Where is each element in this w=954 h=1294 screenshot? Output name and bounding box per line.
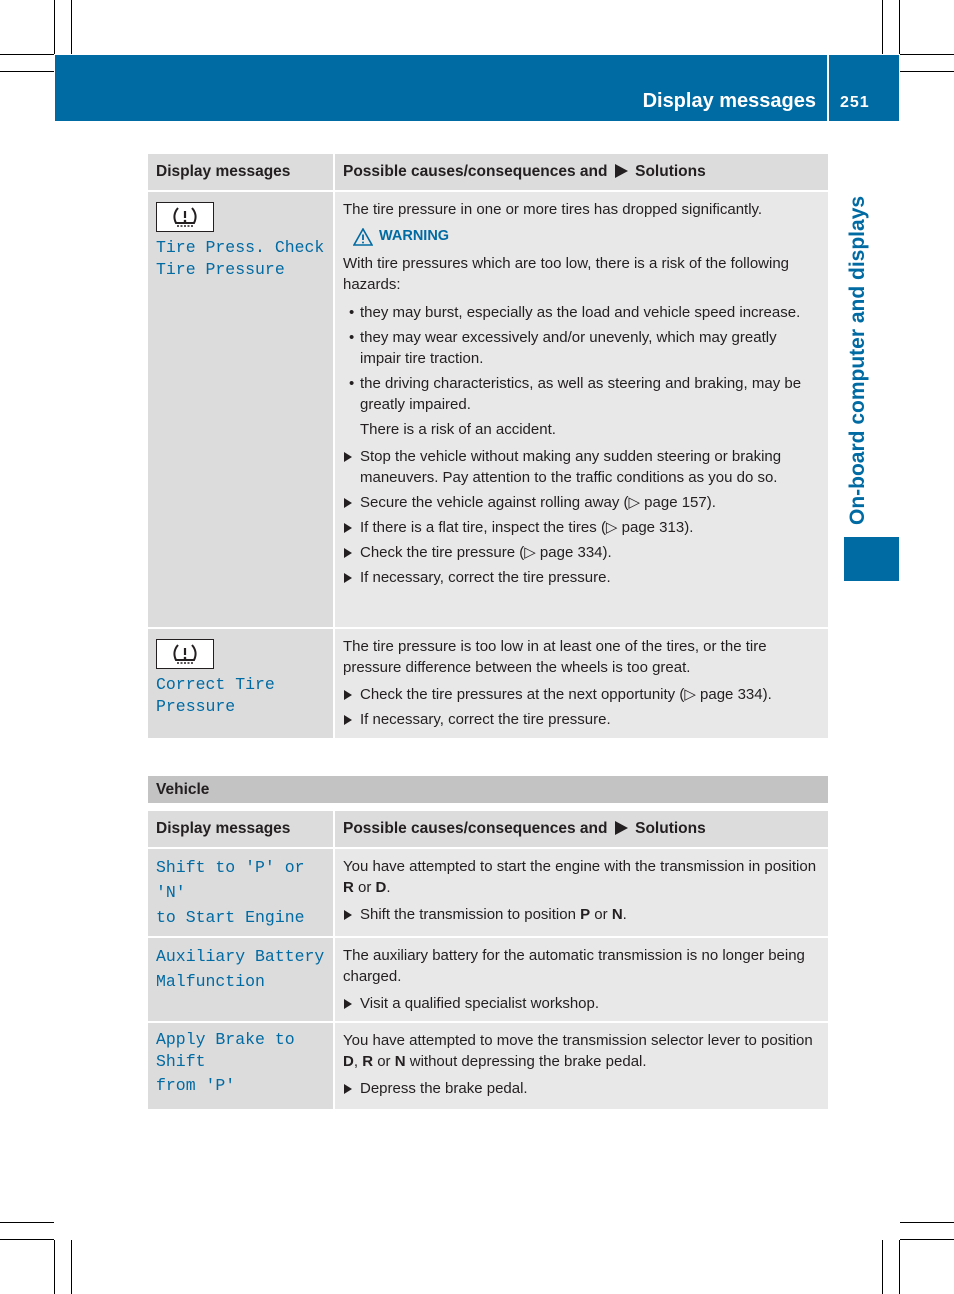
step-arrow-icon <box>344 910 352 920</box>
display-message-text: Malfunction <box>156 972 265 991</box>
solutions-arrow-icon <box>615 164 628 178</box>
crop-mark <box>882 0 883 54</box>
crop-mark <box>0 54 54 55</box>
solution-step: If there is a flat tire, inspect the tires (▷ page 313). <box>343 517 820 538</box>
step-arrow-icon <box>344 523 352 533</box>
crop-mark <box>0 1239 54 1240</box>
column-header: Possible causes/consequences and Solutions <box>334 811 828 848</box>
table-row <box>148 628 828 738</box>
solution-step: Check the tire pressure (▷ page 334). <box>343 542 820 563</box>
cause-text: The auxiliary battery for the automatic transmission is no longer being charged. <box>343 947 805 985</box>
tire-pressure-warning-icon <box>156 639 214 669</box>
display-message-cell <box>148 628 334 738</box>
tire-pressure-warning-icon <box>156 202 214 232</box>
solution-step: Shift the transmission to position P or N. <box>343 904 820 925</box>
crop-mark <box>0 1222 54 1223</box>
hazard-bullet: • they may burst, especially as the load and vehicle speed increase. <box>343 302 820 323</box>
solution-step: Depress the brake pedal. <box>343 1078 820 1099</box>
solution-step: Check the tire pressures at the next opportunity (▷ page 334). <box>343 684 820 705</box>
step-arrow-icon <box>344 498 352 508</box>
display-message-text: from 'P' <box>156 1076 236 1095</box>
step-arrow-icon <box>344 573 352 583</box>
crop-mark <box>899 0 900 54</box>
table-row <box>148 191 828 628</box>
crop-mark <box>54 1240 55 1294</box>
display-messages-table-tires <box>148 154 828 738</box>
display-message-text: Pressure <box>156 697 236 716</box>
cause-text: The tire pressure in one or more tires has dropped significantly. <box>343 201 763 218</box>
crop-mark <box>900 71 954 72</box>
causes-solutions-cell <box>334 937 828 1022</box>
step-arrow-icon <box>344 690 352 700</box>
chapter-tab-marker <box>844 537 899 581</box>
warning-text: With tire pressures which are too low, there is a risk of the following hazards: <box>343 255 790 293</box>
step-arrow-icon <box>344 999 352 1009</box>
solution-step: Visit a qualified specialist workshop. <box>343 993 820 1014</box>
table-header-row <box>148 811 828 848</box>
column-header: Possible causes/consequences and Solutions <box>334 154 828 191</box>
display-message-text: Tire Pressure <box>156 260 285 279</box>
crop-mark <box>899 1240 900 1294</box>
table-header-row <box>148 154 828 191</box>
solution-step: Stop the vehicle without making any sudden steering or braking maneuvers. Pay attention to the traffic conditions as you do so. <box>343 446 820 488</box>
warning-label: WARNING <box>379 228 450 244</box>
display-message-cell <box>148 937 334 1022</box>
solutions-arrow-icon <box>615 821 628 835</box>
cause-text: You have attempted to start the engine with the transmission in position R or D. <box>343 858 817 896</box>
display-message-text: to Start Engine <box>156 908 305 927</box>
table-row <box>148 848 828 937</box>
cause-text: The tire pressure is too low in at least one of the tires, or the tire pressure difference between the wheels is too great. <box>343 638 767 676</box>
crop-mark <box>900 1222 954 1223</box>
page-title: Display messages <box>642 90 816 112</box>
table-row <box>148 1022 828 1109</box>
causes-solutions-cell <box>334 848 828 937</box>
display-message-cell <box>148 848 334 937</box>
step-arrow-icon <box>344 548 352 558</box>
display-message-text: Tire Press. Check <box>156 238 325 257</box>
crop-mark <box>54 0 55 54</box>
crop-mark <box>71 1240 72 1294</box>
solution-step: If necessary, correct the tire pressure. <box>343 709 820 730</box>
display-message-cell <box>148 191 334 628</box>
step-arrow-icon <box>344 452 352 462</box>
causes-solutions-cell <box>334 191 828 628</box>
table-row <box>148 937 828 1022</box>
causes-solutions-cell <box>334 1022 828 1109</box>
display-message-text: Shift <box>156 1052 206 1071</box>
step-arrow-icon <box>344 1084 352 1094</box>
crop-mark <box>900 1239 954 1240</box>
column-header: Display messages <box>148 154 334 191</box>
display-messages-table-vehicle <box>148 811 828 1109</box>
display-message-text: Auxiliary Battery <box>156 947 325 966</box>
header-divider <box>827 55 829 121</box>
chapter-tab-label: On-board computer and displays <box>846 195 869 525</box>
warning-triangle-icon <box>353 228 373 246</box>
hazard-bullet: • the driving characteristics, as well as steering and braking, may be greatly impaired. <box>343 373 820 415</box>
column-header: Display messages <box>148 811 334 848</box>
page-number: 251 <box>840 94 870 111</box>
causes-solutions-cell <box>334 628 828 738</box>
display-message-cell <box>148 1022 334 1109</box>
accident-note: There is a risk of an accident. <box>360 421 556 438</box>
section-heading: Vehicle <box>148 776 828 803</box>
cause-text: You have attempted to move the transmission selector lever to position D, R or N without depressing the brake pedal. <box>343 1032 813 1070</box>
hazard-bullet: • they may wear excessively and/or unevenly, which may greatly impair tire traction. <box>343 327 820 369</box>
solution-step: If necessary, correct the tire pressure. <box>343 567 820 588</box>
crop-mark <box>0 71 54 72</box>
crop-mark <box>71 0 72 54</box>
display-message-text: Shift to 'P' or 'N' <box>156 858 305 902</box>
step-arrow-icon <box>344 715 352 725</box>
warning-heading <box>343 226 820 247</box>
display-message-text: Correct Tire <box>156 675 275 694</box>
display-message-text: Apply Brake to <box>156 1030 295 1049</box>
crop-mark <box>882 1240 883 1294</box>
chapter-tab <box>841 170 875 525</box>
solution-step: Secure the vehicle against rolling away (▷ page 157). <box>343 492 820 513</box>
crop-mark <box>900 54 954 55</box>
